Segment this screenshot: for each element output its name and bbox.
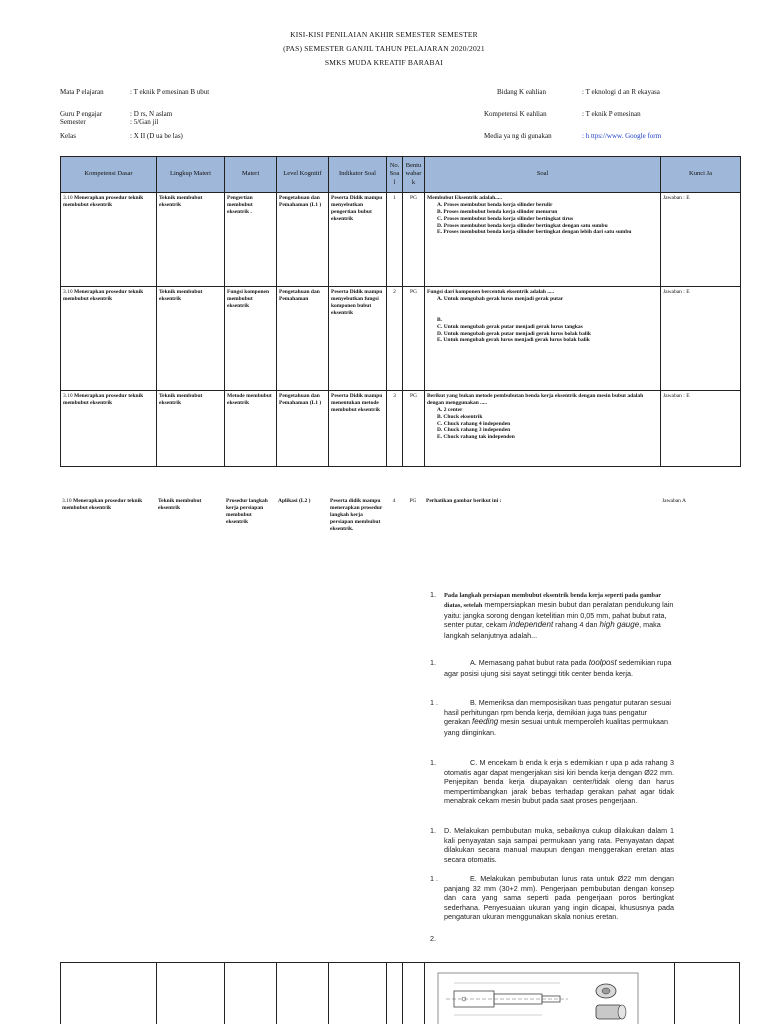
q4-option-d: D. Melakukan pembubutan muka, sebaiknya cukup dilakukan dalam 1 kali penyayatan saja sampai permukaan yang rata. Penyayatan dapat dilakukan secara manual maupun dengan menggerakan eretan atas secara otomatis. (444, 826, 674, 864)
q4-option-a-number: 1. (430, 658, 436, 667)
q4-option-b-italic: feeding (471, 717, 499, 726)
option-e: E. Chuck rahang tak independen (437, 434, 515, 441)
kd-text: Menerapkan prosedur teknik membubut eksentrik (63, 195, 144, 208)
q4-option-b-text2: mesin sesuai untuk memperoleh kualitas permukaan yang diinginkan. (444, 717, 669, 737)
column-divider (328, 963, 329, 1024)
level-cell: Aplikasi (L2 ) (278, 498, 311, 504)
q4-option-b-number: 1 . (430, 698, 438, 707)
bentuk-cell: PG (403, 193, 425, 287)
media-value[interactable]: : h ttps://www. Google form (582, 132, 662, 140)
column-divider (739, 963, 740, 1024)
column-divider (386, 963, 387, 1024)
shaft-3d-view (596, 984, 626, 1019)
column-divider (674, 963, 675, 1024)
indikator-cell: Peserta Didik mampu menentukan metode membubut eksentrik (329, 391, 387, 467)
header-materi: Materi (225, 157, 277, 193)
option-d: D. Untuk mengubah gerak putar menjadi gerak lurus bolak balik (437, 330, 591, 337)
q4-stem-mid: rahang 4 dan (555, 620, 598, 630)
q4-option-d-number: 1. (430, 826, 436, 835)
header-level-kognitif: Level Kognitif (277, 157, 329, 193)
media-label: Media ya ng di gunakan (484, 132, 552, 140)
q4-stem-italic-1: independent (509, 620, 554, 630)
q4-option-e-number: 1 . (430, 874, 438, 883)
doc-title-line1: KISI-KISI PENILAIAN AKHIR SEMESTER SEMESTER (290, 30, 478, 39)
kd-number: 3.10 (62, 498, 72, 504)
header-soal: Soal (425, 157, 661, 193)
q4-option-b (444, 698, 674, 737)
q4-option-a-italic: toolpost (588, 658, 617, 667)
kunci-cell: Jawaban : E (661, 193, 741, 287)
bentuk-cell: PG (409, 498, 417, 504)
q4-option-b-text1: B. Memeriksa dan memposisikan tuas pengatur putaran sesuai hasil perhitungan rpm benda kerja, demikian juga tuas pengatur gerakan (444, 698, 671, 726)
no-cell: 3 (387, 391, 403, 467)
lingkup-cell: Teknik membubut eksentrik (157, 391, 225, 467)
kelas-value: : X II (D ua be las) (130, 132, 183, 140)
soal-text: Membubut Eksentrik adalah..... (427, 195, 503, 201)
kd-number: 3.10 (63, 289, 73, 295)
kunci-cell: Jawaban A (662, 498, 686, 504)
guru-value: : D rs, N aslam (130, 110, 173, 118)
kd-text: Menerapkan prosedur teknik membubut eksentrik (63, 289, 144, 302)
header-indikator-soal: Indikator Soal (329, 157, 387, 193)
bentuk-cell: PG (403, 287, 425, 391)
header-no-soal: No. Soa l (387, 157, 403, 193)
lingkup-cell: Teknik membubut eksentrik (157, 287, 225, 391)
materi-cell: Prosedur langkah kerja persiapan membubut eksentrik (226, 498, 268, 525)
header-kunci: Kunci Ja (661, 157, 741, 193)
doc-title-line2: (PAS) SEMESTER GANJIL TAHUN PELAJARAN 2020/2021 (283, 44, 485, 53)
materi-cell: Metode membubut eksentrik (225, 391, 277, 467)
option-c: C. Proses membubut benda kerja silinder bertingkat tirus (437, 215, 574, 222)
option-b: B. (437, 316, 443, 323)
no-cell: 1 (387, 193, 403, 287)
indikator-cell: Peserta Didik mampu menyebutkan fungsi komponen bubut eksentrik (329, 287, 387, 391)
kd-text: Menerapkan prosedur teknik membubut eksentrik (63, 393, 144, 406)
materi-cell: Fungsi komponen membubut eksentrik (225, 287, 277, 391)
column-divider (424, 963, 425, 1024)
level-cell: Pengetahuan dan Pemahaman (277, 287, 329, 391)
table-row (61, 287, 741, 391)
q4-option-a-text2: sedemikian rupa agar posisi ujung sisi sayat setinggi titik center benda kerja. (444, 658, 672, 678)
kd-cell (60, 496, 156, 576)
kd-cell (61, 391, 157, 467)
bidang-value: : T eknologi d an R ekayasa (582, 88, 660, 96)
table-row (61, 391, 741, 467)
option-b: B. Proses membubut benda kerja silinder menurun (437, 208, 558, 215)
lingkup-cell: Teknik membubut eksentrik (158, 498, 202, 511)
q4-stem-end: , maka langkah selanjutnya adalah... (444, 620, 661, 640)
soal-text: Fungsi dari komponen bercentuk eksentrik adalah ..... (427, 289, 555, 295)
semester-label: Semester (60, 118, 86, 126)
kd-cell (61, 287, 157, 391)
q4-stem-italic-2: high gauge (599, 620, 640, 630)
next-table-row (60, 962, 740, 1024)
option-d: D. Proses membubut benda kerja silinder bertingkat dengan satu sumbu (437, 222, 608, 229)
kelas-label: Kelas (60, 132, 76, 140)
kompetensi-value: : T eknik P emesinan (582, 110, 641, 118)
q4-stem-number: 1. (430, 590, 436, 599)
soal-text: Berikut yang bukan metode pembubutan benda kerja eksentrik dengan mesin bubut adalah dengan menggunakan ..... (427, 393, 644, 406)
header-bentuk: Bentu wabar k (403, 157, 425, 193)
header-kompetensi-dasar: Kompetensi Dasar (61, 157, 157, 193)
column-divider (156, 963, 157, 1024)
semester-value: : 5/Gan jil (130, 118, 159, 126)
kd-text: Menerapkan prosedur teknik membubut eksentrik (62, 498, 143, 511)
kunci-cell: Jawaban : E (661, 287, 741, 391)
doc-title-line3: SMKS MUDA KREATIF BARABAI (324, 58, 444, 67)
column-divider (60, 963, 61, 1024)
q4-option-c-number: 1. (430, 758, 436, 767)
kisi-kisi-table (60, 156, 741, 467)
option-a: A. Untuk mengubah gerak lurus menjadi gerak putar (437, 295, 564, 302)
q4-option-a (444, 658, 674, 678)
option-a: A. Proses membubut benda kerja silinder berulir (437, 201, 553, 208)
indikator-cell: Peserta Didik mampu menyebutkan pengertian bubut eksentrik (329, 193, 387, 287)
q4-stem (444, 590, 674, 640)
no-cell: 4 (392, 498, 396, 504)
mapel-label: Mata P elajaran (60, 88, 104, 96)
column-divider (224, 963, 225, 1024)
option-c: C. Untuk mengubah gerak putar menjadi gerak lurus tangkas (437, 323, 583, 330)
q4-stem-bold: Pada langkah persiapan membubut eksentrik benda kerja seperti pada gambar diatas, setelah (444, 592, 662, 610)
mapel-value: : T eknik P emesinan B ubut (130, 88, 210, 96)
table-header-row (61, 157, 741, 193)
q4-option-e: E. Melakukan pembubutan lurus rata untuk Ø22 mm dengan panjang 32 mm (30+2 mm). Pengerjaan pembubutan dengan konsep dan cara yang sama seperti pada pengerjaan poros bertingkat sederhana. Penyesuaian ukuran yang ingin dicapai, khususnya pada pengaturan ukuran menggunakan skala nonius eretan. (444, 874, 674, 921)
materi-cell: Pengertian membubut eksentrik . (225, 193, 277, 287)
soal-cell (425, 193, 661, 287)
lingkup-cell: Teknik membubut eksentrik (157, 193, 225, 287)
indikator-cell: Peserta didik mampu menerapkan prosedur langkah kerja persiapan membubut eksentrik. (330, 498, 383, 532)
table-row (60, 496, 740, 576)
kunci-cell: Jawaban : E (661, 391, 741, 467)
level-cell: Pengetahuan dan Pemahaman (L1 ) (277, 193, 329, 287)
option-b: B. Chuck eksentrik (437, 413, 483, 420)
column-divider (276, 963, 277, 1024)
option-a: A. 2 center (437, 406, 463, 413)
option-c: C. Chuck rahang 4 independen (437, 420, 511, 427)
option-e: E. Proses membubut benda kerja silinder bertingkat dengan lebih dari satu sumbu (437, 229, 632, 236)
column-divider (402, 963, 403, 1024)
guru-label: Guru P engajar (60, 110, 103, 118)
bentuk-cell: PG (403, 391, 425, 467)
kd-number: 3.10 (63, 393, 73, 399)
option-e: E. Untuk mengubah gerak lurus menjadi gerak lurus bolak balik (437, 337, 590, 344)
soal-cell (425, 391, 661, 467)
bidang-label: Bidang K eahlian (497, 88, 546, 96)
level-cell: Pengetahuan dan Pemahaman (L1 ) (277, 391, 329, 467)
kd-cell (61, 193, 157, 287)
no-cell: 2 (387, 287, 403, 391)
kisi-kisi-table-continued (60, 496, 740, 576)
kd-number: 3.10 (63, 195, 73, 201)
q4-stem-rest: mempersiapkan mesin bubut dan peralatan pendukung lain yaitu: jangka sorong dengan ketelitian min 0,05 mm, pahat bubut rata, senter putar, cekam (444, 600, 674, 630)
kompetensi-label: Kompetensi K eahlian (484, 110, 547, 118)
shaft-technical-view (446, 983, 568, 1015)
q4-option-a-text1: A. Memasang pahat bubut rata pada (470, 658, 587, 667)
eccentric-shaft-drawing (436, 971, 656, 1024)
header-lingkup-materi: Lingkup Materi (157, 157, 225, 193)
soal-cell: Perhatikan gambar berikut ini : (426, 498, 502, 504)
q4-next-number: 2. (430, 934, 436, 943)
soal-cell (425, 287, 661, 391)
table-row (61, 193, 741, 287)
q4-option-c: C. M encekam b enda k erja s edemikian r upa p ada rahang 3 otomatis agar dapat mengerjakan sisi kiri benda kerja dengan Ø22 mm. Penjepitan benda kerja diupayakan center/tidak oleng dan harus mempertimbangkan jarak bebas terhadap gerakan pahat agar tidak menabrak cekam mesin bubut pada saat proses pengerjaan. (444, 758, 674, 805)
option-d: D. Chuck rahang 3 independen (437, 427, 511, 434)
